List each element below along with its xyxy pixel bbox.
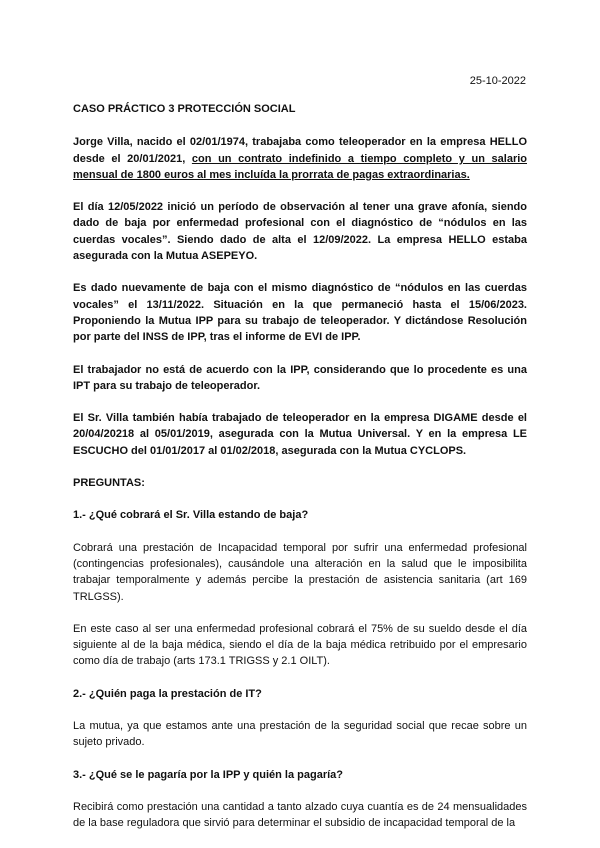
question-1: 1.- ¿Qué cobrará el Sr. Villa estando de baja? bbox=[73, 509, 309, 522]
question-3: 3.- ¿Qué se le pagaría por la IPP y quién la pagaría? bbox=[73, 768, 343, 781]
answer-1-paragraph-2: En este caso al ser una enfermedad profesional cobrará el 75% de su sueldo desde el día siguiente al de la baja médica, siendo el día de la baja médica retribuido por el empresario como día de trabajo (arts 173.1 TRIGSS y 2.1 OILT). bbox=[73, 622, 527, 668]
question-2: 2.- ¿Quién paga la prestación de IT? bbox=[73, 687, 262, 700]
answer-2-paragraph-1: La mutua, ya que estamos ante una prestación de la seguridad social que recae sobre un sujeto privado. bbox=[73, 720, 527, 749]
intro-text: Jorge Villa, nacido el 02/01/1974, trabajaba como teleoperador en la empresa HELLO desde el 20/01/2021, bbox=[73, 136, 527, 165]
paragraph-disagreement: El trabajador no está de acuerdo con la IPP, considerando que lo procedente es una IPT para su trabajo de teleoperador. bbox=[73, 363, 527, 392]
paragraph-first-leave: El día 12/05/2022 inició un período de observación al tener una grave afonía, siendo dado de baja por enfermedad profesional con el diagnóstico de “nódulos en las cuerdas vocales”. Siendo dado de alta el 12/09/2022. La empresa HELLO estaba asegurada con la Mutua ASEPEYO. bbox=[73, 201, 527, 263]
intro-paragraph bbox=[73, 134, 527, 183]
paragraph-work-history: El Sr. Villa también había trabajado de teleoperador en la empresa DIGAME desde el 20/04/20218 al 05/01/2019, asegurada con la Mutua Universal. Y en la empresa LE ESCUCHO del 01/01/2017 al 01/02/2018, asegurada con la Mutua CYCLOPS. bbox=[73, 412, 527, 457]
answer-3-paragraph-1: Recibirá como prestación una cantidad a tanto alzado cuya cuantía es de 24 mensualidades de la base reguladora que sirvió para determinar el subsidio de incapacidad temporal de la bbox=[73, 800, 527, 830]
intro-underlined-text: con un contrato indefinido a tiempo completo y un salario mensual de 1800 euros al mes incluída la prorrata de pagas extraordinarias. bbox=[73, 152, 527, 181]
document-body bbox=[73, 101, 527, 832]
questions-heading: PREGUNTAS: bbox=[73, 477, 145, 490]
document-date: 25-10-2022 bbox=[469, 75, 526, 87]
paragraph-second-leave: Es dado nuevamente de baja con el mismo diagnóstico de “nódulos en las cuerdas vocales” el 13/11/2022. Situación en la que permaneció hasta el 15/06/2023. Proponiendo la Mutua IPP para su trabajo de teleoperador. Y dictándose Resolución por parte del INSS de IPP, tras el informe de EVI de IPP. bbox=[73, 282, 527, 344]
answer-1-paragraph-1: Cobrará una prestación de Incapacidad temporal por sufrir una enfermedad profesional (contingencias profesionales), causándole una alteración en la salud que le imposibilita trabajar temporalmente y además percibe la prestación de asistencia sanitaria (art 169 TRLGSS). bbox=[73, 541, 527, 603]
document-title: CASO PRÁCTICO 3 PROTECCIÓN SOCIAL bbox=[73, 103, 296, 115]
